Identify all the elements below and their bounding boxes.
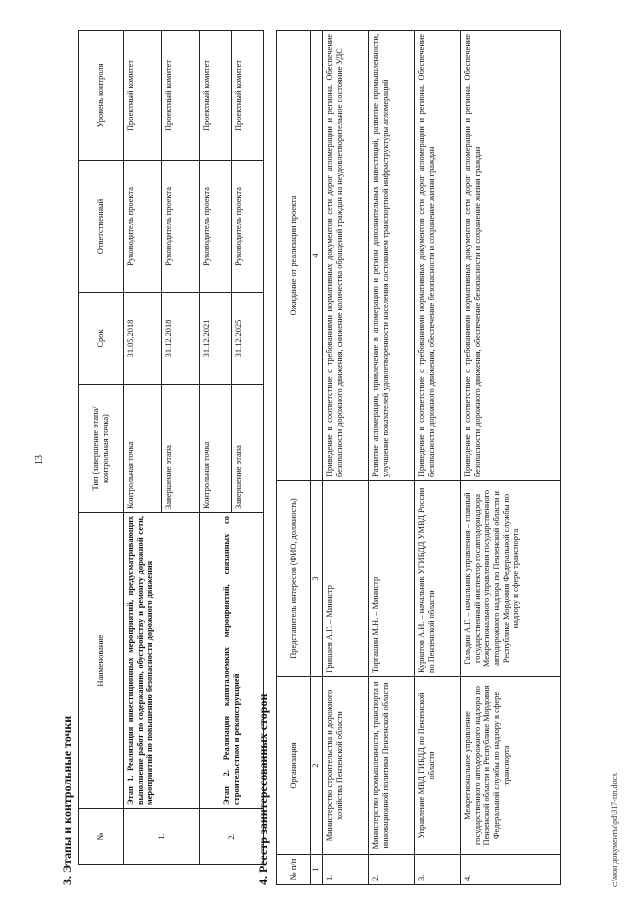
row-rep: Гришаев А.Г. – Министр [323, 481, 369, 677]
stage-num: 1. [124, 809, 200, 865]
col-type: Тип (завершение этапа/контрольная точка) [79, 385, 124, 513]
col-date: Срок [79, 293, 124, 385]
section3-heading: 3. Этапы и контрольные точки [60, 715, 74, 885]
stage-date: 31.12.2018 [162, 293, 200, 385]
col-num: № [79, 809, 124, 865]
table-row [461, 31, 561, 885]
stakeholders-header-row [277, 31, 311, 885]
column-number-row [311, 31, 323, 885]
stage-resp: Руководитель проекта [200, 161, 232, 293]
col-exp: Ожидание от реализации проекта [277, 31, 311, 481]
footer-file-path: c:\мои документы\pd\317-пп.docx [610, 772, 619, 887]
row-exp: Приведение в соответствие с требованиями нормативных документов сети дорог агломерации и региона. Обеспечение безопасности дорожного движения, снижение количества обращений граждан на неудовлетворительное состояние УДС [323, 31, 369, 481]
col-number: 1 [311, 855, 323, 885]
stage-name: Этап 1. Реализация инвестиционных мероприятий, предусматривающих выполнение работ по содержанию, обустройству и ремонту дорожной сети, мероприятий по повышению безопасности дорожного движения [124, 513, 200, 809]
row-num: 3. [415, 855, 461, 885]
table-row [415, 31, 461, 885]
stage-name: Этап 2. Реализация капиталоемких мероприятий, связанных со строительством и реконструкцией [200, 513, 264, 809]
row-exp: Приведение в соответствие с требованиями нормативных документов сети дорог агломерации и региона. Обеспечение безопасности дорожного движения, обеспечение безопасности и сохранение жизни граждан [461, 31, 561, 481]
stage-type: Контрольная точка [124, 385, 162, 513]
stage-level: Проектный комитет [162, 31, 200, 161]
col-name: Наименование [79, 513, 124, 809]
stage-type: Контрольная точка [200, 385, 232, 513]
col-rep: Представитель интересов (ФИО, должность) [277, 481, 311, 677]
stage-resp: Руководитель проекта [124, 161, 162, 293]
table-row [369, 31, 415, 885]
stage-type: Завершение этапа [162, 385, 200, 513]
row-rep: Курнатов А.И. – начальник УГИБДД УМВД России по Пензенской области [415, 481, 461, 677]
row-num: 2. [369, 855, 415, 885]
stages-table [78, 30, 264, 865]
row-rep: Гальдин А.Г. – начальник управления – главный государственный инспектор госавтодорнадзора Межрегионального управления государственного автодорожного надзора по Пензенской области и Республике Мордовия Федеральной службы по надзору в сфере транспорта [461, 481, 561, 677]
stage-date: 31.12.2021 [200, 293, 232, 385]
col-number: 3 [311, 481, 323, 677]
stages-header-row [79, 31, 124, 865]
col-number: 2 [311, 677, 323, 855]
row-num: 4. [461, 855, 561, 885]
table-row [323, 31, 369, 885]
row-num: 1. [323, 855, 369, 885]
row-exp: Развитие агломерации, привлечение в агломерацию и регион дополнительных инвестиций, развитие промышленности, улучшение показателей удовлетворенности населения состоянием транспортной инфраструктуры агломераций [369, 31, 415, 481]
stage-level: Проектный комитет [124, 31, 162, 161]
stage-date: 31.05.2018 [124, 293, 162, 385]
row-org: Управление МВД ГИБДД по Пензенской области [415, 677, 461, 855]
row-exp: Приведение в соответствие с требованиями нормативных документов сети дорог агломерации и региона. Обеспечение безопасности дорожного движения, обеспечение безопасности и сохранение жизни граждан [415, 31, 461, 481]
row-org: Министерство промышленности, транспорта и инновационной политики Пензенской области [369, 677, 415, 855]
row-rep: Торгашин М.Н. – Министр [369, 481, 415, 677]
section4-heading: 4. Реестр заинтересованных сторон [256, 693, 270, 885]
stage-num: 2. [200, 809, 264, 865]
stage-type: Завершение этапа [232, 385, 264, 513]
stakeholders-table [276, 30, 561, 885]
page-number: 13 [34, 455, 45, 465]
stage-resp: Руководитель проекта [232, 161, 264, 293]
col-level: Уровень контроля [79, 31, 124, 161]
col-resp: Ответственный [79, 161, 124, 293]
table-row [124, 31, 162, 865]
row-org: Министерство строительства и дорожного хозяйства Пензенской области [323, 677, 369, 855]
stage-resp: Руководитель проекта [162, 161, 200, 293]
col-org: Организация [277, 677, 311, 855]
table-row [200, 31, 232, 865]
col-num: № п/п [277, 855, 311, 885]
row-org: Межрегиональное управление государственного автодорожного надзора по Пензенской области и Республике Мордовия Федеральной службы по надзору в сфере транспорта [461, 677, 561, 855]
stage-level: Проектный комитет [200, 31, 232, 161]
col-number: 4 [311, 31, 323, 481]
stage-level: Проектный комитет [232, 31, 264, 161]
stage-date: 31.12.2025 [232, 293, 264, 385]
